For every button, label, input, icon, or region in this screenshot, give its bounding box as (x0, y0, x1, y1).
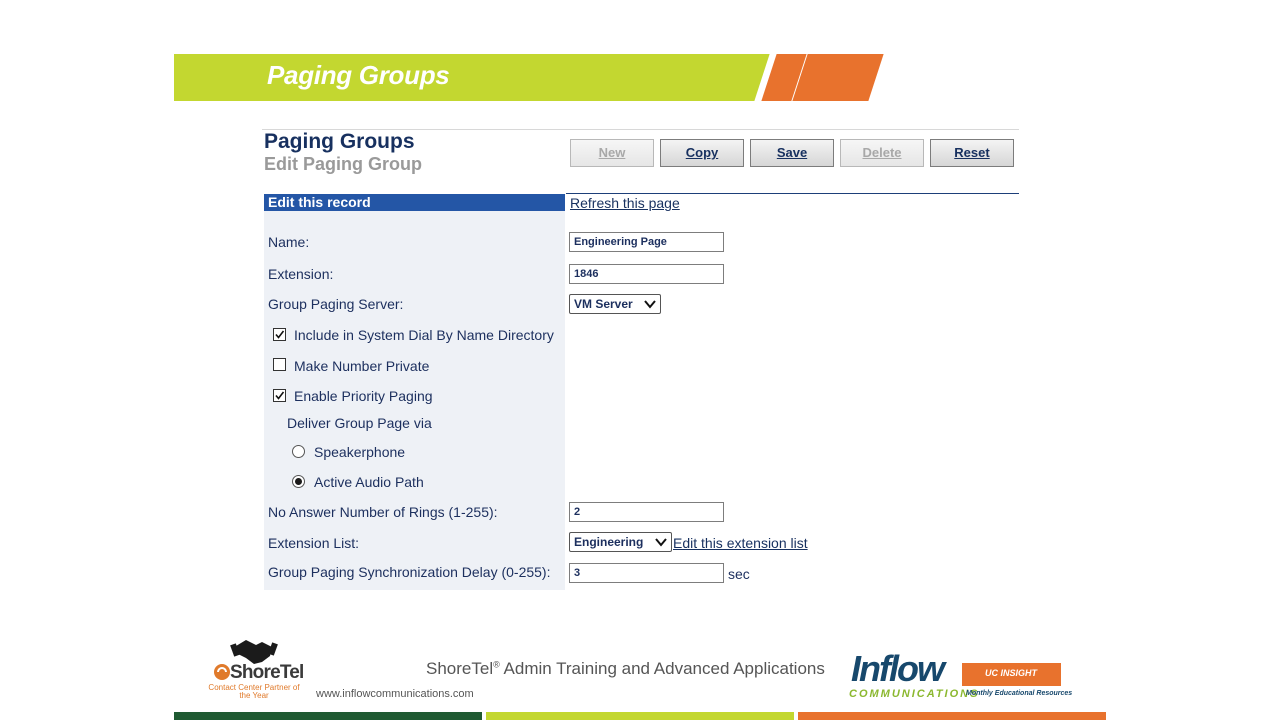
record-divider (566, 193, 1019, 194)
slide-banner (174, 54, 778, 101)
chevron-down-icon (643, 297, 657, 311)
delay-unit: sec (728, 566, 750, 582)
monthly-caption: Monthly Educational Resources (966, 690, 1073, 697)
footer-url[interactable]: www.inflowcommunications.com (316, 688, 474, 700)
footer-bar-green (174, 712, 482, 720)
chevron-down-icon (654, 535, 668, 549)
name-label: Name: (268, 234, 310, 250)
slide-title: Paging Groups (267, 60, 450, 90)
private-checkbox[interactable] (273, 358, 286, 371)
footer-bar-orange (798, 712, 1106, 720)
record-header: Edit this record (264, 194, 565, 211)
speakerphone-radio[interactable] (292, 445, 305, 458)
server-select[interactable] (569, 294, 661, 314)
reset-button[interactable]: Reset (930, 139, 1014, 167)
delay-label: Group Paging Synchronization Delay (0-255): (268, 564, 551, 580)
priority-label: Enable Priority Paging (294, 388, 433, 404)
checkmark-icon (274, 390, 285, 401)
active-audio-label: Active Audio Path (314, 474, 424, 490)
tagline-reg: ® (493, 659, 500, 670)
page-subtitle: Edit Paging Group (264, 154, 422, 174)
banner-stripe-wide (792, 54, 883, 101)
shoretel-caption: Contact Center Partner of the Year (208, 683, 300, 700)
refresh-link[interactable]: Refresh this page (570, 195, 680, 211)
copy-button[interactable]: Copy (660, 139, 744, 167)
footer-bar-lime (486, 712, 794, 720)
extlist-select[interactable] (569, 532, 672, 552)
footer-tagline (426, 659, 825, 679)
rings-label: No Answer Number of Rings (1-255): (268, 504, 498, 520)
name-field[interactable]: Engineering Page (569, 232, 724, 252)
shoretel-wordmark: ShoreTel (230, 662, 304, 683)
delay-field[interactable]: 3 (569, 563, 724, 583)
extlist-label: Extension List: (268, 535, 360, 551)
handshake-icon (230, 640, 278, 664)
checkmark-icon (274, 329, 285, 340)
include-dial-checkbox[interactable] (273, 328, 286, 341)
private-label: Make Number Private (294, 358, 430, 374)
server-label: Group Paging Server: (268, 296, 404, 312)
rings-field[interactable]: 2 (569, 502, 724, 522)
delete-button[interactable]: Delete (840, 139, 924, 167)
radio-selected-dot (295, 478, 302, 485)
page-title: Paging Groups (264, 130, 415, 153)
tagline-brand: ShoreTel (426, 659, 494, 678)
edit-extension-list-link[interactable]: Edit this extension list (673, 535, 808, 551)
speakerphone-label: Speakerphone (314, 444, 406, 460)
tagline-rest: Admin Training and Advanced Applications (499, 659, 825, 678)
priority-checkbox[interactable] (273, 389, 286, 402)
inflow-logo: Inflow (851, 648, 943, 689)
include-dial-label: Include in System Dial By Name Directory (294, 327, 554, 343)
uc-insight-text: UC INSIGHT (985, 668, 1038, 678)
server-select-value: VM Server (574, 297, 633, 311)
inflow-communications: COMMUNICATIONS (849, 688, 980, 700)
active-audio-radio[interactable] (292, 475, 305, 488)
deliver-label: Deliver Group Page via (287, 415, 432, 431)
extlist-select-value: Engineering (574, 535, 644, 549)
new-button[interactable]: New (570, 139, 654, 167)
extension-field[interactable]: 1846 (569, 264, 724, 284)
extension-label: Extension: (268, 266, 334, 282)
save-button[interactable]: Save (750, 139, 834, 167)
